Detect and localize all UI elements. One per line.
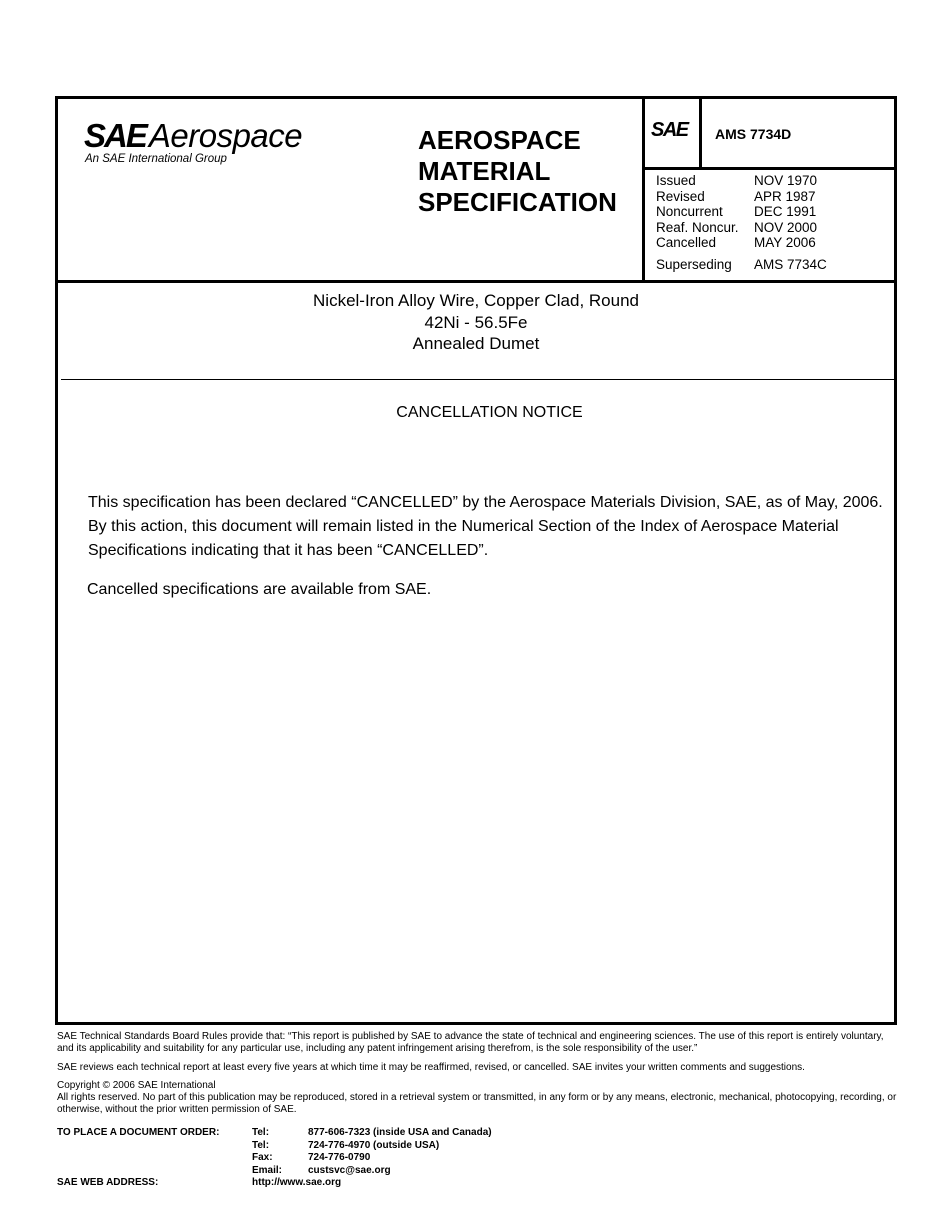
notice-availability: Cancelled specifications are available from SAE. — [87, 581, 432, 598]
date-label: Reaf. Noncur. — [656, 219, 739, 235]
document-frame — [55, 96, 897, 1025]
spec-title-line: Annealed Dumet — [412, 334, 540, 353]
document-number: AMS 7734D — [715, 126, 792, 142]
order-row — [57, 1152, 492, 1165]
contact-type: Fax: — [252, 1152, 273, 1163]
email-link[interactable]: custsvc@sae.org — [308, 1164, 391, 1176]
sae-small-logo: SAE — [651, 119, 688, 141]
superseding-label: Superseding — [656, 256, 732, 272]
contact-value: 724-776-0790 — [308, 1152, 371, 1163]
date-label: Revised — [656, 188, 705, 204]
superseding-value: AMS 7734C — [754, 256, 827, 272]
contact-type: Tel: — [252, 1139, 270, 1151]
date-row — [656, 220, 827, 236]
footer-review: SAE reviews each technical report at least every five years at which time it may be reaffirmed, revised, or cancelled. SAE invites your written comments and suggestions. — [57, 1061, 805, 1073]
footer-rules: SAE Technical Standards Board Rules provide that: “This report is published by SAE to advance the state of technical and engineering sciences. The use of this report is entirely voluntary, and its applicability and suitability for any particular use, including any patent infringement arising therefrom, is the sole responsibility of the user.” — [57, 1031, 884, 1055]
date-value: DEC 1991 — [754, 204, 817, 219]
order-row — [57, 1165, 492, 1178]
contact-value: 877-606-7323 (inside USA and Canada) — [308, 1127, 492, 1138]
date-row — [656, 204, 827, 220]
order-row — [57, 1140, 492, 1153]
contact-type: Tel: — [252, 1127, 270, 1138]
date-history — [656, 173, 827, 272]
contact-value: 724-776-4970 (outside USA) — [308, 1139, 440, 1151]
order-row — [57, 1127, 492, 1140]
spec-title-line: Nickel-Iron Alloy Wire, Copper Clad, Round — [313, 291, 639, 310]
footer-rights: All rights reserved. No part of this publication may be reproduced, stored in a retrieval system or transmitted, in any form or by any means, electronic, mechanical, photocopying, recording, or otherwise, without the prior written permission of SAE. — [57, 1092, 897, 1116]
sae-aerospace-logo — [84, 117, 302, 165]
notice-heading: CANCELLATION NOTICE — [396, 404, 583, 421]
title-line: AEROSPACE — [418, 125, 581, 155]
title-line: MATERIAL — [418, 156, 551, 186]
title-line: SPECIFICATION — [418, 187, 617, 217]
date-row — [656, 235, 827, 251]
date-row — [656, 173, 827, 189]
date-value: APR 1987 — [754, 188, 816, 204]
spec-title-line: 42Ni - 56.5Fe — [424, 312, 528, 332]
logo-product: Aerospace — [148, 117, 303, 154]
specification-title — [58, 290, 894, 355]
order-info — [57, 1127, 492, 1190]
order-row — [57, 1177, 492, 1190]
footer-copyright: Copyright © 2006 SAE International — [57, 1079, 216, 1091]
footer-legal — [57, 1031, 897, 1117]
document-id-box — [642, 99, 897, 280]
date-value: NOV 1970 — [754, 173, 818, 188]
small-logo-cell — [645, 99, 702, 167]
header-row — [58, 99, 894, 283]
contact-type: Email: — [252, 1164, 283, 1176]
web-label: SAE WEB ADDRESS: — [57, 1177, 159, 1188]
section-divider — [61, 379, 894, 380]
logo-brand: SAE — [84, 117, 146, 154]
date-label: Issued — [656, 173, 696, 188]
document-type-title — [418, 125, 648, 218]
date-value: NOV 2000 — [754, 219, 818, 235]
date-label: Noncurrent — [656, 204, 723, 219]
web-address-link[interactable]: http://www.sae.org — [252, 1177, 342, 1188]
order-label: TO PLACE A DOCUMENT ORDER: — [57, 1127, 220, 1138]
notice-paragraph: This specification has been declared “CANCELLED” by the Aerospace Materials Division, SAE, as of May, 2006. By this action, this document will remain listed in the Numerical Section of the Index of Aerospace Material Specifications indicating that it has been “CANCELLED”. — [88, 494, 883, 559]
id-top-row — [645, 99, 897, 170]
date-label: Cancelled — [656, 235, 717, 250]
date-row — [656, 189, 827, 205]
date-value: MAY 2006 — [754, 235, 816, 250]
superseding-row — [656, 257, 827, 273]
logo-tagline: An SAE International Group — [85, 153, 227, 165]
